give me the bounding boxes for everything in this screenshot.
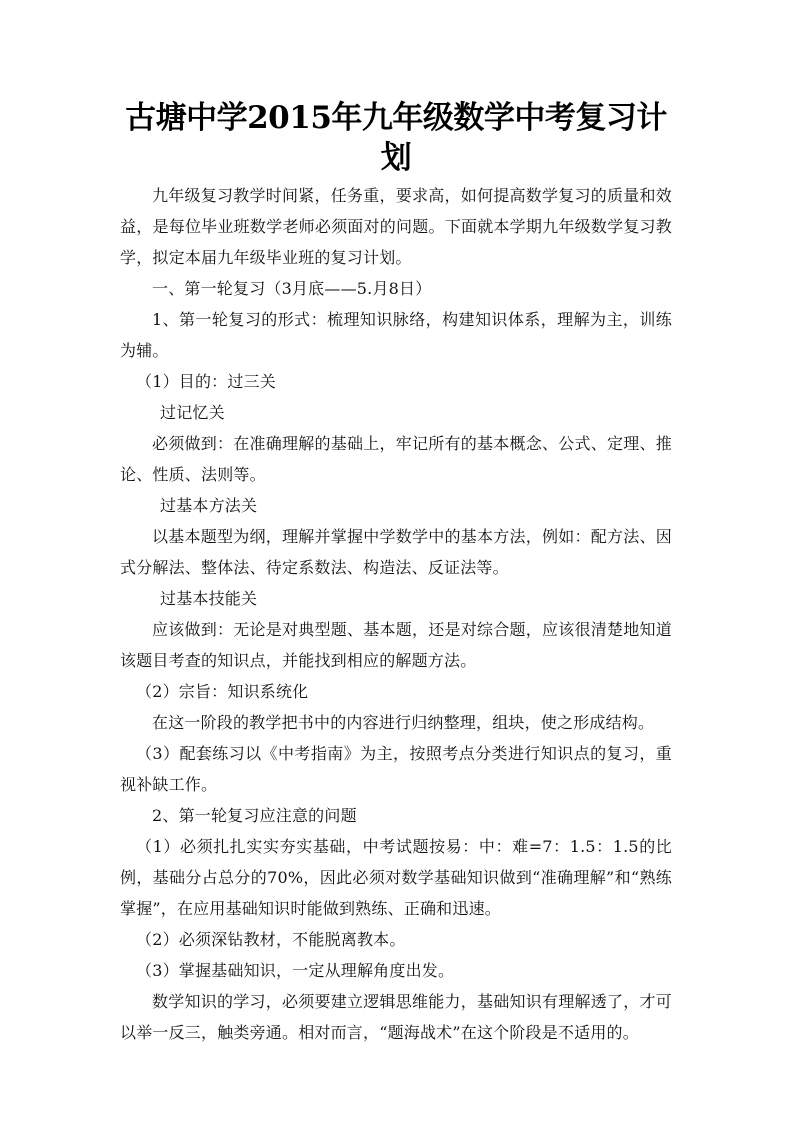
document-page — [120, 98, 672, 1048]
gate-skills: 过基本技能关 — [160, 589, 258, 608]
item-aim: （2）宗旨：知识系统化 — [136, 682, 309, 701]
issue-1: （1）必须扎扎实实夯实基础，中考试题按易：中：难=7：1.5：1.5的比例，基础分占总分的70%，因此必须对数学基础知识做到“准确理解”和“熟练掌握”，在应用基础知识时能做到熟练、正确和迅速。 — [120, 837, 672, 918]
subsection-form: 1、第一轮复习的形式：梳理知识脉络，构建知识体系，理解为主，训练为辅。 — [120, 310, 672, 360]
subsection-issues: 2、第一轮复习应注意的问题 — [152, 806, 357, 825]
issue-3: （3）掌握基础知识，一定从理解角度出发。 — [136, 961, 455, 980]
item-aim-desc: 在这一阶段的教学把书中的内容进行归纳整理，组块，使之形成结构。 — [152, 713, 655, 732]
closing-paragraph: 数学知识的学习，必须要建立逻辑思维能力，基础知识有理解透了，才可以举一反三，触类旁通。相对而言，“题海战术”在这个阶段是不适用的。 — [120, 992, 672, 1042]
item-exercises: （3）配套练习以《中考指南》为主，按照考点分类进行知识点的复习，重视补缺工作。 — [120, 744, 672, 794]
document-title: 古塘中学2015年九年级数学中考复习计划 — [125, 100, 667, 176]
gate-skills-desc: 应该做到：无论是对典型题、基本题，还是对综合题，应该很清楚地知道该题目考查的知识点，并能找到相应的解题方法。 — [120, 620, 672, 670]
section-heading-first-round: 一、第一轮复习（3月底——5.月8日） — [152, 279, 432, 298]
intro-paragraph: 九年级复习教学时间紧，任务重，要求高，如何提高数学复习的质量和效益，是每位毕业班数学老师必须面对的问题。下面就本学期九年级数学复习教学，拟定本届九年级毕业班的复习计划。 — [120, 186, 672, 267]
issue-2: （2）必须深钻教材，不能脱离教本。 — [136, 930, 406, 949]
gate-memory: 过记忆关 — [160, 403, 225, 422]
gate-memory-desc: 必须做到：在准确理解的基础上，牢记所有的基本概念、公式、定理、推论、性质、法则等。 — [120, 434, 672, 484]
item-purpose: （1）目的：过三关 — [136, 372, 276, 391]
gate-methods-desc: 以基本题型为纲，理解并掌握中学数学中的基本方法，例如：配方法、因式分解法、整体法、待定系数法、构造法、反证法等。 — [120, 527, 672, 577]
gate-methods: 过基本方法关 — [160, 496, 258, 515]
